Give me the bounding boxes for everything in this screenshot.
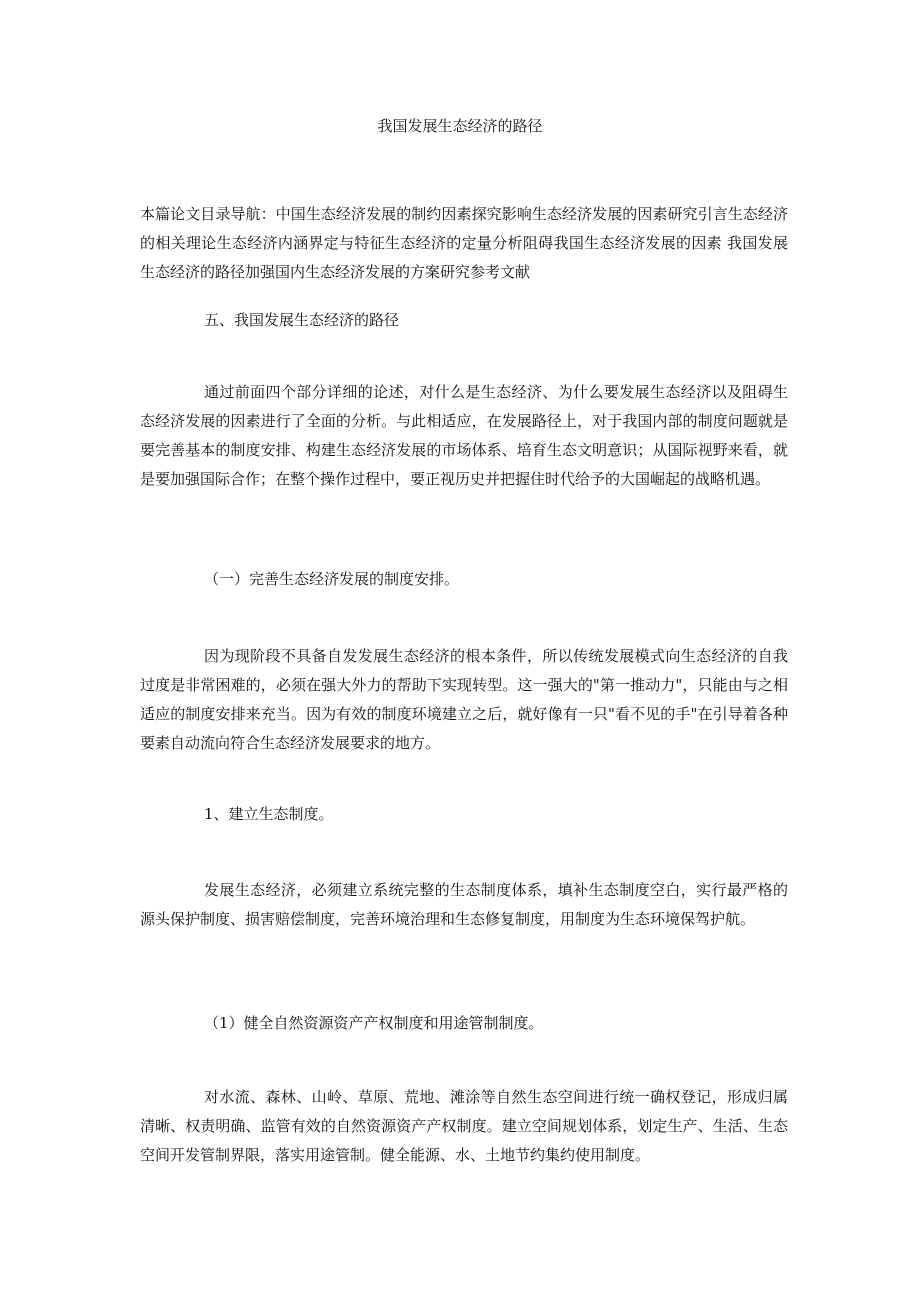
point-ecological-system: 1、建立生态制度。 (204, 805, 334, 823)
section-heading: 五、我国发展生态经济的路径 (204, 311, 400, 329)
intro-paragraph: 通过前面四个部分详细的论述，对什么是生态经济、为什么要发展生态经济以及阻碍生态经济发展的因素进行了全面的分析。与此相适应，在发展路径上，对于我国内部的制度问题就是要完善基本的制度安排、构建生态经济发展的市场体系、培育生态文明意识；从国际视野来看，就是要加强国际合作；在整个操作过程中，要正视历史并把握住时代给予的大国崛起的战略机遇。 (140, 383, 788, 488)
paragraph-institutional-arrangement: 因为现阶段不具备自发发展生态经济的根本条件，所以传统发展模式向生态经济的自我过度是非常困难的，必须在强大外力的帮助下实现转型。这一强大的"第一推动力"，只能由与之相适应的制度安排来充当。因为有效的制度环境建立之后，就好像有一只"看不见的手"在引导着各种要素自动流向符合生态经济发展要求的地方。 (140, 647, 788, 752)
subheading-institutional-arrangement: （一）完善生态经济发展的制度安排。 (204, 570, 460, 588)
document-title: 我国发展生态经济的路径 (377, 117, 543, 135)
paragraph-ecological-system: 发展生态经济，必须建立系统完整的生态制度体系，填补生态制度空白，实行最严格的源头保护制度、损害赔偿制度，完善环境治理和生态修复制度，用制度为生态环境保驾护航。 (140, 881, 788, 928)
table-of-contents-nav: 本篇论文目录导航：中国生态经济发展的制约因素探究影响生态经济发展的因素研究引言生态经济的相关理论生态经济内涵界定与特征生态经济的定量分析阻碍我国生态经济发展的因素 我国发展生态经济的路径加强国内生态经济发展的方案研究参考文献 (140, 205, 788, 281)
subpoint-property-rights: （1）健全自然资源资产产权制度和用途管制制度。 (204, 1014, 544, 1032)
paragraph-property-rights: 对水流、森林、山岭、草原、荒地、滩涂等自然生态空间进行统一确权登记，形成归属清晰、权责明确、监管有效的自然资源资产产权制度。建立空间规划体系，划定生产、生活、生态空间开发管制界限，落实用途管制。健全能源、水、土地节约集约使用制度。 (140, 1088, 788, 1164)
